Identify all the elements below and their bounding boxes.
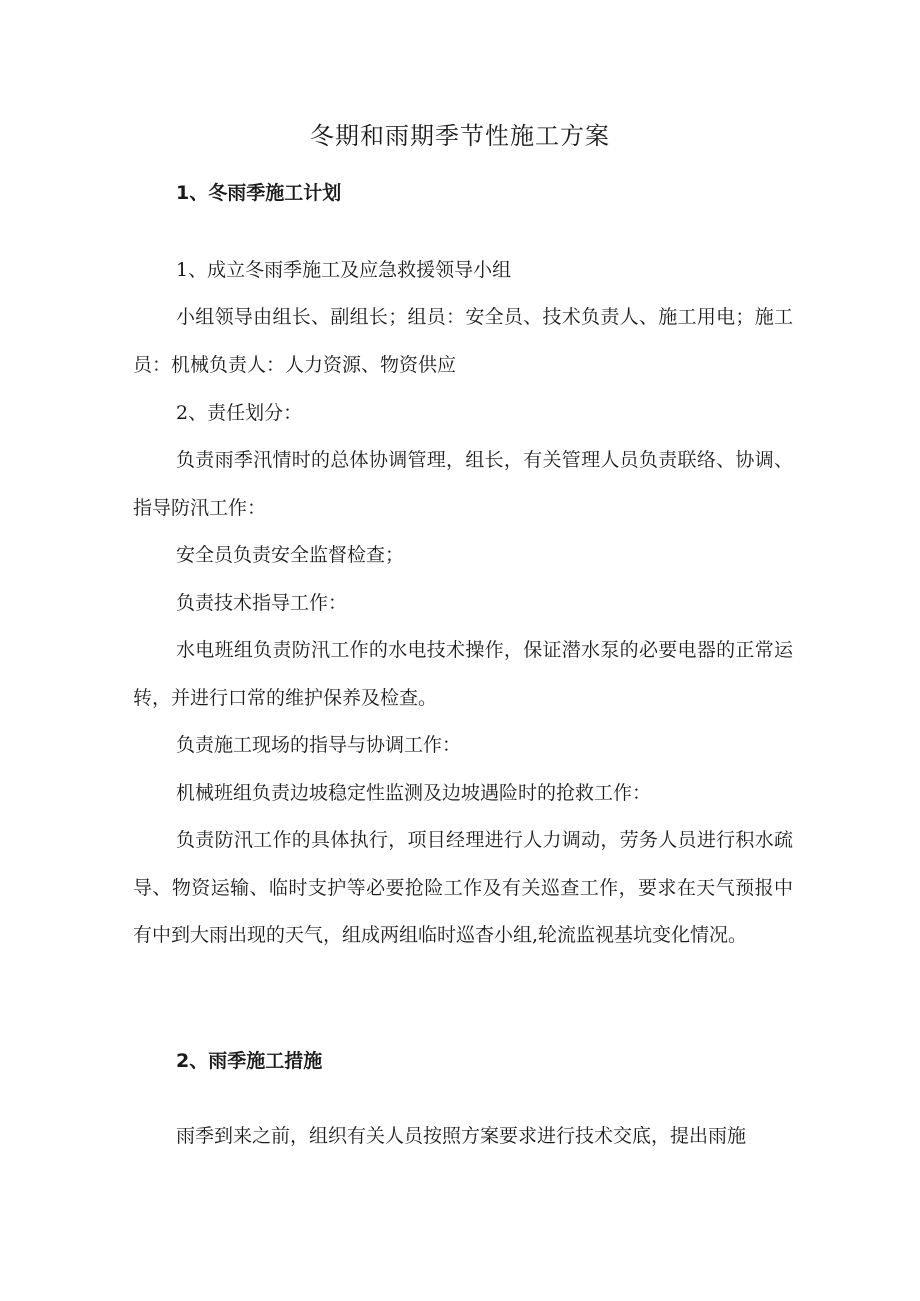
paragraph: 雨季到来之前，组织有关人员按照方案要求进行技术交底，提出雨施 [176, 1125, 747, 1147]
section-heading-2: 2、雨季施工措施 [176, 1050, 323, 1072]
paragraph: 水电班组负责防汛工作的水电技术操作，保证潜水泵的必要电器的正常运转，并进行口常的维护保养及检查。 [133, 639, 793, 709]
paragraph: 1、成立冬雨季施工及应急救援领导小组 [176, 259, 512, 281]
paragraph: 安全员负责安全监督检查； [176, 544, 405, 566]
paragraph: 负责防汛工作的具体执行，项目经理进行人力调动，劳务人员进行积水疏导、物资运输、临时支护等必要抢险工作及有关巡查工作，要求在天气预报中有中到大雨出现的天气，组成两组临时巡杳小组,轮流监视基坑变化情况。 [133, 829, 793, 946]
paragraph: 机械班组负责边坡稳定性监测及边坡遇险时的抢救工作： [176, 782, 652, 804]
paragraph: 负责施工现场的指导与协调工作： [176, 734, 462, 756]
paragraph: 负责技术指导工作： [176, 592, 348, 614]
section-heading-1: 1、冬雨季施工计划 [176, 182, 342, 204]
document-title: 冬期和雨期季节性施工方案 [310, 122, 610, 150]
paragraph: 2、责任划分： [176, 402, 303, 424]
paragraph: 负责雨季汛情时的总体协调管理，组长，有关管理人员负责联络、协调、指导防汛工作： [133, 449, 793, 519]
paragraph: 小组领导由组长、副组长；组员：安全员、技术负责人、施工用电；施工员：机械负责人：人力资源、物资供应 [133, 306, 793, 376]
